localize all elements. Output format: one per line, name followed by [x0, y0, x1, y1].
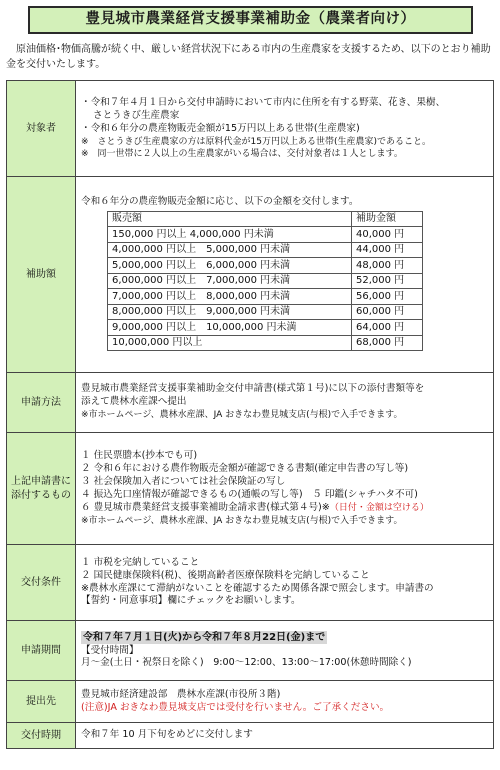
amount-intro: 令和６年分の農産物販売金額に応じ、以下の金額を交付します。 — [81, 195, 359, 207]
amount-range: 5,000,000 円以上 6,000,000 円未満 — [108, 258, 352, 274]
conditions-label: 交付条件 — [7, 545, 76, 621]
row-conditions — [7, 545, 494, 621]
amount-range: 6,000,000 円以上 7,000,000 円未満 — [108, 273, 352, 289]
amount-table-row — [108, 335, 423, 351]
amount-range: 8,000,000 円以上 9,000,000 円未満 — [108, 304, 352, 320]
intro-text: 原油価格･物価高騰が続く中、厳しい経営状況下にある市内の生産農家を支援するため、以下のとおり補助金を交付いたします。 — [6, 44, 491, 70]
amount-value: 56,000 円 — [352, 289, 423, 305]
conditions-content — [76, 545, 494, 621]
amount-table — [107, 211, 423, 352]
target-note-2: ※ 同一世帯に２人以上の生産農家がいる場合は、交付対象者は１人とします。 — [81, 148, 403, 159]
docs-item-4: ４ 振込先口座情報が確認できるもの(通帳の写し等) ５ 印鑑(シャチハタ不可) — [81, 488, 418, 500]
amount-table-row — [108, 304, 423, 320]
period-hours-label: 【受付時間】 — [81, 644, 139, 656]
period-label: 申請期間 — [7, 621, 76, 681]
submit-content — [76, 681, 494, 723]
method-label: 申請方法 — [7, 373, 76, 433]
submit-red-note: (注意)JA おきなわ豊見城支店では受付を行いません。ご了承ください。 — [81, 701, 390, 713]
amount-table-row — [108, 242, 423, 258]
amount-table-row — [108, 273, 423, 289]
amount-content — [76, 177, 494, 373]
amount-label: 補助額 — [7, 177, 76, 373]
amount-table-header — [108, 211, 423, 227]
amount-value: 48,000 円 — [352, 258, 423, 274]
target-note-1: ※ さとうきび生産農家の方は原料代金が15万円以上ある世帯(生産農家)であること。 — [81, 136, 432, 147]
period-hours: 月～金(土日・祝祭日を除く) 9:00～12:00、13:00～17:00(休憩時間除く) — [81, 657, 412, 669]
amount-table-row — [108, 227, 423, 243]
amount-table-row — [108, 289, 423, 305]
amount-range: 150,000 円以上 4,000,000 円未満 — [108, 227, 352, 243]
row-period — [7, 621, 494, 681]
row-submit — [7, 681, 494, 723]
docs-item-1: １ 住民票謄本(抄本でも可) — [81, 450, 198, 462]
period-content — [76, 621, 494, 681]
conditions-item-1: １ 市税を完納していること — [81, 556, 200, 568]
method-line-1: 豊見城市農業経営支援事業補助金交付申請書(様式第１号)に以下の添付書類等を — [81, 383, 425, 395]
timing-content: 令和７年 10 月下旬をめどに交付します — [76, 723, 494, 749]
docs-note: ※市ホームページ、農林水産課、JA おきなわ豊見城支店(与根)で入手できます。 — [81, 515, 403, 526]
amount-value: 44,000 円 — [352, 242, 423, 258]
docs-red-note: （日付・金額は空ける） — [329, 502, 429, 513]
target-line-3: ・令和６年分の農産物販売金額が15万円以上ある世帯(生産農家) — [81, 122, 360, 134]
timing-label: 交付時期 — [7, 723, 76, 749]
amount-table-row — [108, 258, 423, 274]
row-timing — [7, 723, 494, 749]
target-content — [76, 81, 494, 177]
amount-value: 68,000 円 — [352, 335, 423, 351]
amount-value: 52,000 円 — [352, 273, 423, 289]
docs-label: 上記申請書に添付するもの — [7, 433, 76, 545]
target-label: 対象者 — [7, 81, 76, 177]
method-content — [76, 373, 494, 433]
page-title: 豊見城市農業経営支援事業補助金（農業者向け） — [28, 6, 473, 34]
submit-label: 提出先 — [7, 681, 76, 723]
docs-item-3: ３ 社会保険加入者については社会保険証の写し — [81, 475, 286, 487]
amount-range: 10,000,000 円以上 — [108, 335, 352, 351]
amount-range: 9,000,000 円以上 10,000,000 円未満 — [108, 320, 352, 336]
conditions-note-1: ※農林水産課にて滞納がないことを確認するため関係各課で照会します。申請書の — [81, 582, 434, 594]
period-highlight: 令和７年７月１日(火)から令和７年８月22日(金)まで — [83, 631, 326, 643]
amount-header-sales: 販売額 — [108, 211, 352, 227]
docs-content — [76, 433, 494, 545]
amount-value: 64,000 円 — [352, 320, 423, 336]
target-line-1: ・令和７年４月１日から交付申請時において市内に住所を有する野菜、花き、果樹、 — [81, 96, 446, 108]
submit-line-1: 豊見城市経済建設部 農林水産課(市役所３階) — [81, 688, 281, 700]
target-line-2: さとうきび生産農家 — [93, 109, 180, 121]
info-table — [6, 80, 494, 749]
row-docs — [7, 433, 494, 545]
row-method — [7, 373, 494, 433]
amount-range: 4,000,000 円以上 5,000,000 円未満 — [108, 242, 352, 258]
docs-item-2: ２ 令和６年における農作物販売金額が確認できる書類(確定申告書の写し等) — [81, 463, 409, 475]
docs-item-6 — [81, 502, 488, 515]
amount-header-subsidy: 補助金額 — [352, 211, 423, 227]
method-line-2: 添えて農林水産課へ提出 — [81, 396, 187, 408]
row-target — [7, 81, 494, 177]
method-note: ※市ホームページ、農林水産課、JA おきなわ豊見城支店(与根)で入手できます。 — [81, 410, 403, 421]
docs-item-6-text: ６ 豊見城市農業経営支援事業補助金請求書(様式第４号)※ — [81, 501, 330, 513]
conditions-item-2: ２ 国民健康保険料(税)、後期高齢者医療保険料を完納していること — [81, 569, 370, 581]
amount-value: 40,000 円 — [352, 227, 423, 243]
amount-value: 60,000 円 — [352, 304, 423, 320]
row-amount — [7, 177, 494, 373]
amount-table-row — [108, 320, 423, 336]
amount-range: 7,000,000 円以上 8,000,000 円未満 — [108, 289, 352, 305]
conditions-note-2: 【誓約・同意事項】欄にチェックをお願いします。 — [81, 595, 301, 607]
